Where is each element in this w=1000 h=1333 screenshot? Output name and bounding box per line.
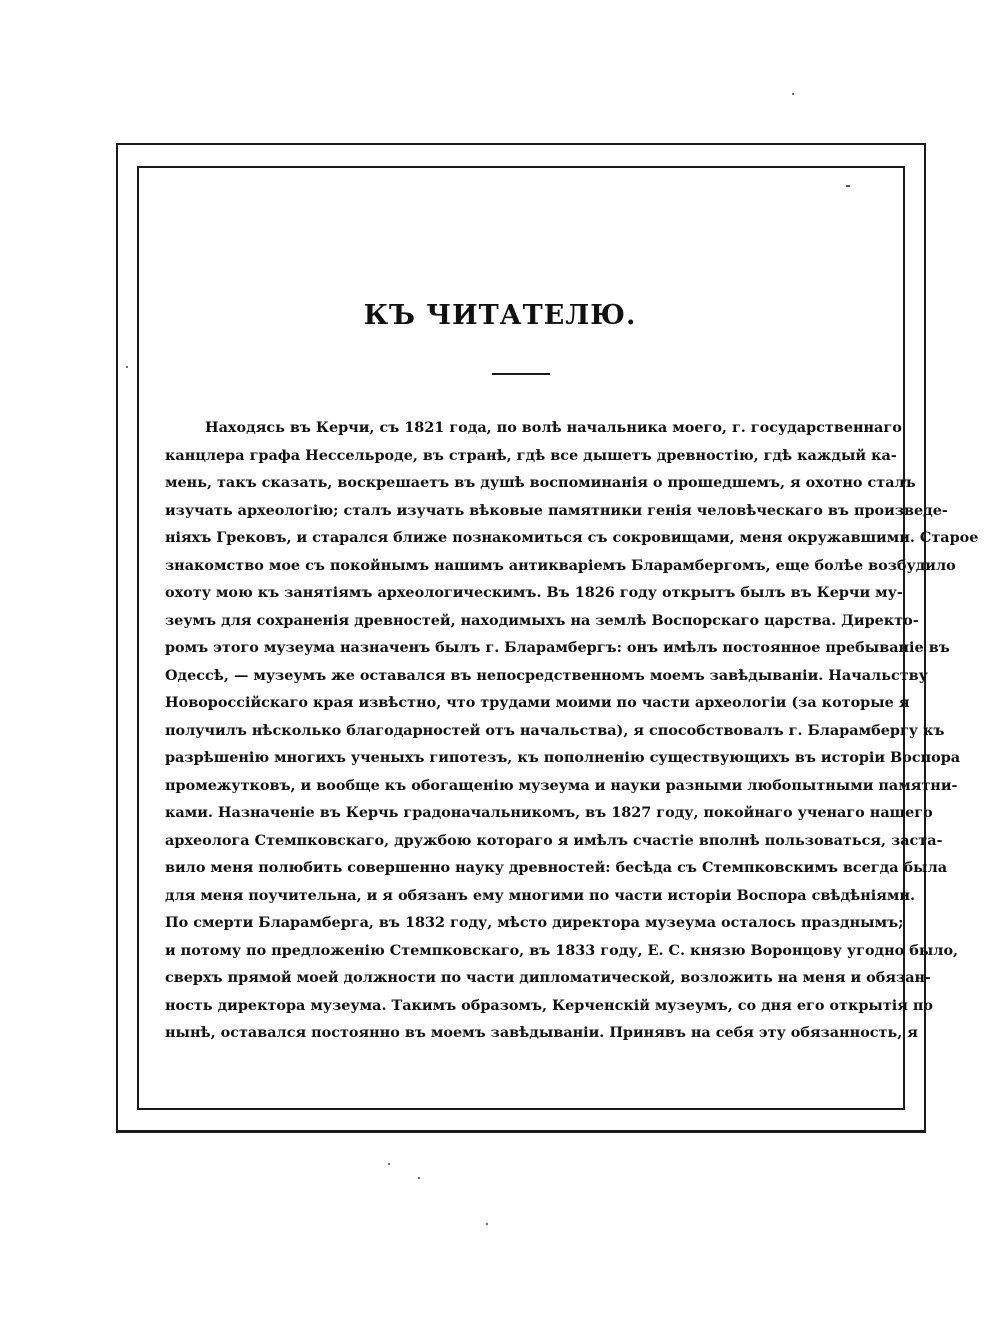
scan-speck (388, 1163, 390, 1165)
text-line: вило меня полюбить совершенно науку древностей: бесѣда съ Стемпковскимъ всегда была (165, 859, 948, 876)
text-line: Новороссійскаго края извѣстно, что трудами моими по части археологіи (за которые я (165, 694, 910, 711)
text-line: Одессѣ, — музеумъ же оставался въ непосредственномъ моемъ завѣдываніи. Начальству (165, 666, 928, 684)
text-line: зеумъ для сохраненія древностей, находимыхъ на землѣ Воспорскаго царства. Директо- (165, 611, 919, 629)
scan-speck (486, 1223, 488, 1225)
scan-speck (126, 366, 128, 368)
text-line: получилъ нѣсколько благодарностей отъ начальства), я способствовалъ г. Бларамбергу къ (165, 721, 945, 739)
text-line: сверхъ прямой моей должности по части дипломатической, возложить на меня и обязан- (165, 969, 932, 986)
text-line: Находясь въ Керчи, съ 1821 года, по волѣ начальника моего, г. государственнаго (205, 419, 902, 436)
text-line: ками. Назначеніе въ Керчь градоначальникомъ, въ 1827 году, покойнаго ученаго нашего (165, 804, 933, 821)
text-line: нынѣ, оставался постоянно въ моемъ завѣдываніи. Принявъ на себя эту обязанность, я (165, 1024, 918, 1041)
scan-speck (792, 93, 794, 95)
title-rule (492, 373, 550, 375)
text-line: ность директора музеума. Такимъ образомъ, Керченскій музеумъ, со дня его открытія по (165, 996, 933, 1014)
scan-speck (418, 1177, 420, 1179)
text-line: разрѣшенію многихъ ученыхъ гипотезъ, къ пополненію существующихъ въ исторіи Воспора (165, 749, 961, 766)
body-text (165, 414, 979, 1047)
text-line: для меня поучительна, и я обязанъ ему многими по части исторіи Воспора свѣдѣніями. (165, 886, 916, 904)
text-line: изучать археологію; сталъ изучать вѣковые памятники генія человѣческаго въ произведе- (165, 501, 948, 519)
text-line: и потому по предложенію Стемпковскаго, въ 1833 году, Е. С. князю Воронцову угодно было, (165, 941, 959, 959)
text-line: знакомство мое съ покойнымъ нашимъ антикваріемъ Бларамбергомъ, еще болѣе возбудило (165, 556, 956, 574)
text-line: По смерти Бларамберга, въ 1832 году, мѣсто директора музеума осталось празднымъ; (165, 914, 904, 931)
text-line: археолога Стемпковскаго, дружбою котораго я имѣлъ счастіе вполнѣ пользоваться, заста- (165, 831, 943, 849)
text-line: мень, такъ сказать, воскрешаетъ въ душѣ воспоминанія о прошедшемъ, я охотно сталъ (165, 474, 916, 491)
scan-speck (846, 185, 850, 187)
text-line: канцлера графа Нессельроде, въ странѣ, гдѣ все дышетъ древностію, гдѣ каждый ка- (165, 446, 897, 464)
text-line: ромъ этого музеума назначенъ былъ г. Бларамбергъ: онъ имѣлъ постоянное пребываніе въ (165, 639, 950, 656)
page-title: КЪ ЧИТАТЕЛЮ. (363, 300, 637, 331)
text-line: охоту мою къ занятіямъ археологическимъ. Въ 1826 году открытъ былъ въ Керчи му- (165, 584, 903, 601)
text-line: промежутковъ, и вообще къ обогащенію музеума и науки разными любопытными памятни- (165, 776, 958, 794)
text-line: ніяхъ Грековъ, и старался ближе познакомиться съ сокровищами, меня окружавшими. Старое (165, 529, 979, 546)
